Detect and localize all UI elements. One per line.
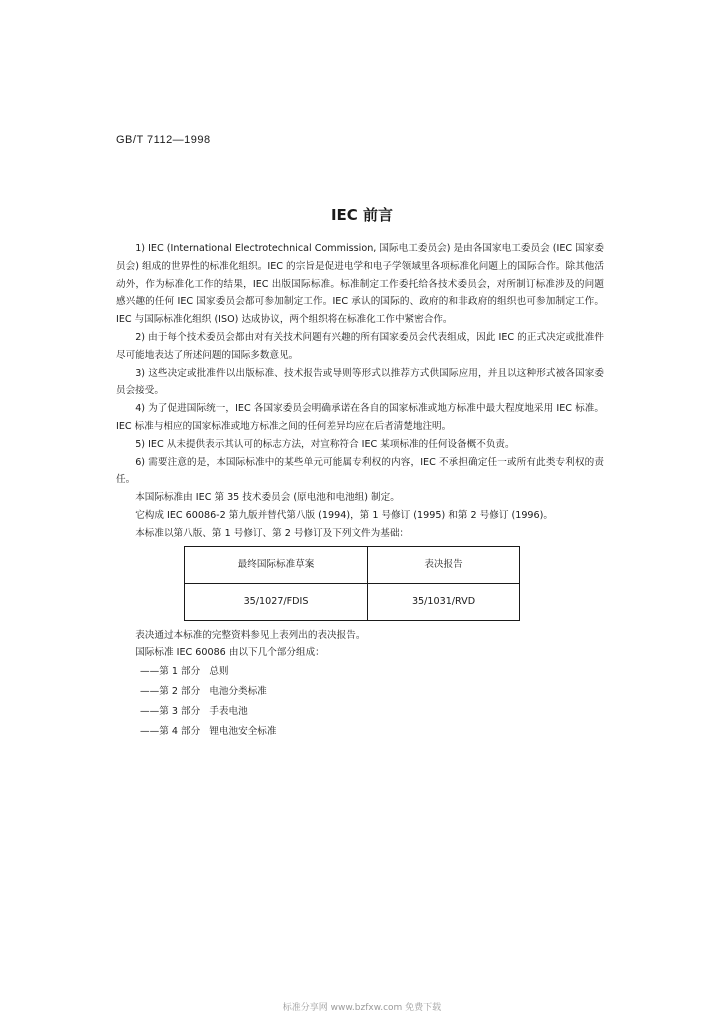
- table-cell-fdis: 35/1027/FDIS: [185, 583, 368, 620]
- paragraph-based: 本标准以第八版、第 1 号修订、第 2 号修订及下列文件为基础：: [135, 527, 410, 539]
- paragraph-3: 3) 这些决定或批准件以出版标准、技术报告或导则等形式以推荐方式供国际应用，并且以这种形式被各国家委员会接受。: [116, 367, 604, 397]
- paragraph-prepared: 本国际标准由 IEC 第 35 技术委员会 (原电池和电池组) 制定。: [135, 492, 400, 504]
- paragraph-constitutes: 它构成 IEC 60086-2 第九版并替代第八版 (1994)，第 1 号修订 (1995) 和第 2 号修订 (1996)。: [135, 509, 553, 521]
- footer-watermark: 标准分享网 www.bzfxw.com 免费下载: [282, 1003, 442, 1013]
- table-header-report: 表决报告: [368, 546, 520, 583]
- paragraph-2: 2) 由于每个技术委员会都由对有关技术问题有兴趣的所有国家委员会代表组成，因此 IEC 的正式决定或批准件尽可能地表达了所述问题的国际多数意见。: [116, 331, 604, 361]
- table-header-fdis: 最终国际标准草案: [185, 546, 368, 583]
- paragraph-1: 1) IEC (International Electrotechnical Commission, 国际电工委员会) 是由各国家电工委员会 (IEC 国家委员会) 组成的世界性的标准化组织。IEC 的宗旨是促进电学和电子学领域里各项标准化问题上的国际合作。除其他活动外，作为标准化工作的结果，IEC 出版国际标准。标准制定工作委托给各技术委员会，对所制订标准涉及的问题感兴趣的任何 IEC 国家委员会都可参加制定工作。IEC 承认的国际的、政府的和非政府的组织也可参加制定工作。IEC 与国际标准化组织 (ISO) 达成协议，两个组织将在标准化工作中紧密合作。: [116, 243, 604, 326]
- list-item-part-4: ——第 4 部分 锂电池安全标准: [140, 726, 277, 738]
- paragraph-parts-intro: 国际标准 IEC 60086 由以下几个部分组成：: [135, 647, 325, 659]
- list-item-part-1: ——第 1 部分 总则: [140, 666, 229, 678]
- table-cell-rvd: 35/1031/RVD: [368, 583, 520, 620]
- paragraph-6: 6) 需要注意的是，本国际标准中的某些单元可能属专利权的内容，IEC 不承担确定任一或所有此类专利权的责任。: [116, 456, 604, 486]
- paragraph-5: 5) IEC 从未提供表示其认可的标志方法，对宣称符合 IEC 某项标准的任何设备概不负责。: [135, 438, 515, 450]
- table-header-row: [185, 546, 520, 583]
- standard-code: GB/T 7112—1998: [116, 134, 211, 146]
- paragraph-voting: 表决通过本标准的完整资料参见上表列出的表决报告。: [135, 629, 366, 641]
- page-title: IEC 前言: [330, 206, 394, 224]
- list-item-part-3: ——第 3 部分 手表电池: [140, 706, 248, 718]
- table-row: [185, 583, 520, 620]
- foreword-body: [116, 240, 604, 742]
- voting-table: [184, 546, 520, 621]
- list-item-part-2: ——第 2 部分 电池分类标准: [140, 686, 267, 698]
- paragraph-4: 4) 为了促进国际统一，IEC 各国家委员会明确承诺在各自的国家标准或地方标准中最大程度地采用 IEC 标准。IEC 标准与相应的国家标准或地方标准之间的任何差异均应在后者清楚地注明。: [116, 403, 604, 432]
